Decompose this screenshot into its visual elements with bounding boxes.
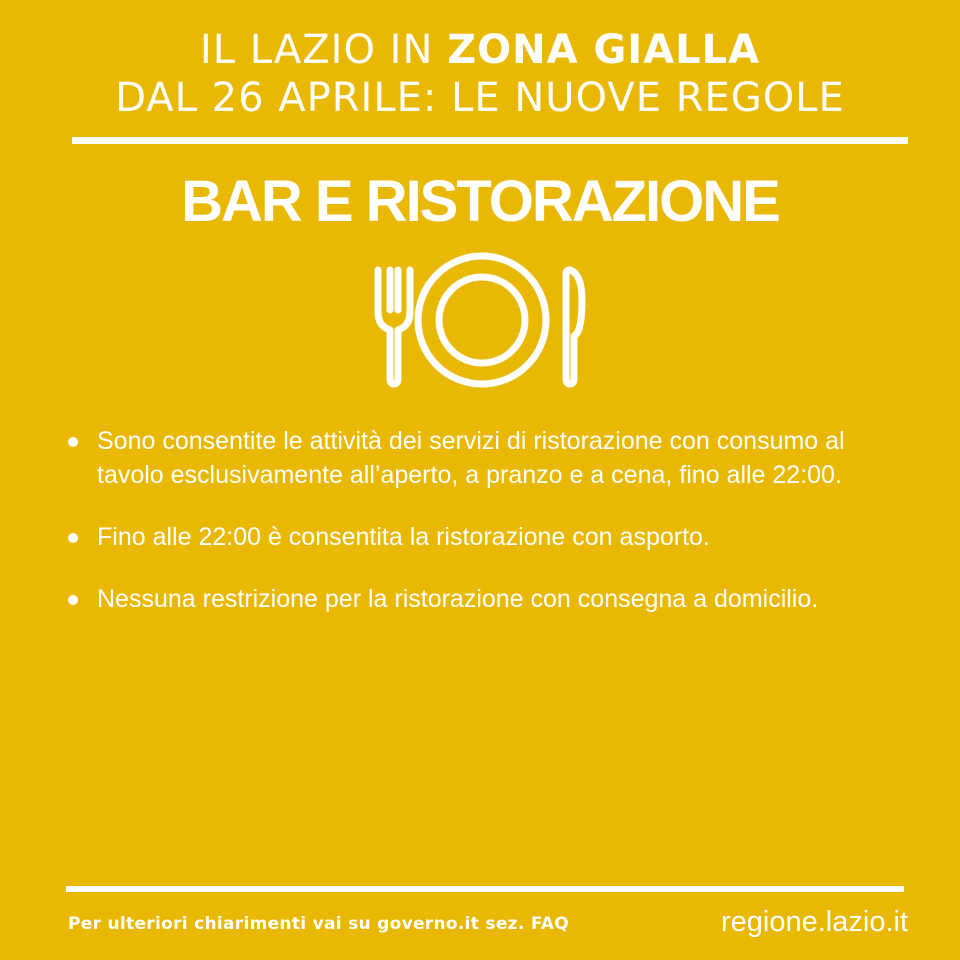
fork-icon	[378, 270, 410, 384]
bullet-dot	[68, 595, 78, 605]
knife-icon	[566, 270, 582, 384]
list-item-text: Fino alle 22:00 è consentita la ristorazione con asporto.	[97, 523, 710, 551]
plate-icon	[418, 256, 546, 384]
header-title	[0, 26, 960, 122]
rules-list	[66, 424, 906, 644]
header-line-1-prefix: IL LAZIO IN	[199, 27, 448, 73]
list-item-text: Sono consentite le attività dei servizi di ristorazione con consumo al tavolo esclusivamente all’aperto, a pranzo e a cena, fino alle 22:00.	[97, 427, 845, 489]
bullet-dot	[68, 437, 78, 447]
zone-label: ZONA GIALLA	[447, 27, 761, 73]
header-line-1	[0, 26, 960, 74]
list-item-text: Nessuna restrizione per la ristorazione con consegna a domicilio.	[97, 585, 819, 613]
list-item	[66, 520, 906, 554]
website-link[interactable]: regione.lazio.it	[721, 906, 908, 938]
section-title: BAR E RISTORAZIONE	[181, 169, 779, 234]
top-divider	[72, 137, 908, 144]
list-item	[66, 582, 906, 616]
bullet-dot	[68, 533, 78, 543]
footer-note: Per ulteriori chiarimenti vai su governo.it sez. FAQ	[68, 914, 569, 934]
fork-plate-knife-icon	[370, 250, 595, 390]
list-item	[66, 424, 906, 492]
header-line-2: DAL 26 APRILE: LE NUOVE REGOLE	[115, 75, 845, 121]
bottom-divider	[66, 886, 904, 892]
